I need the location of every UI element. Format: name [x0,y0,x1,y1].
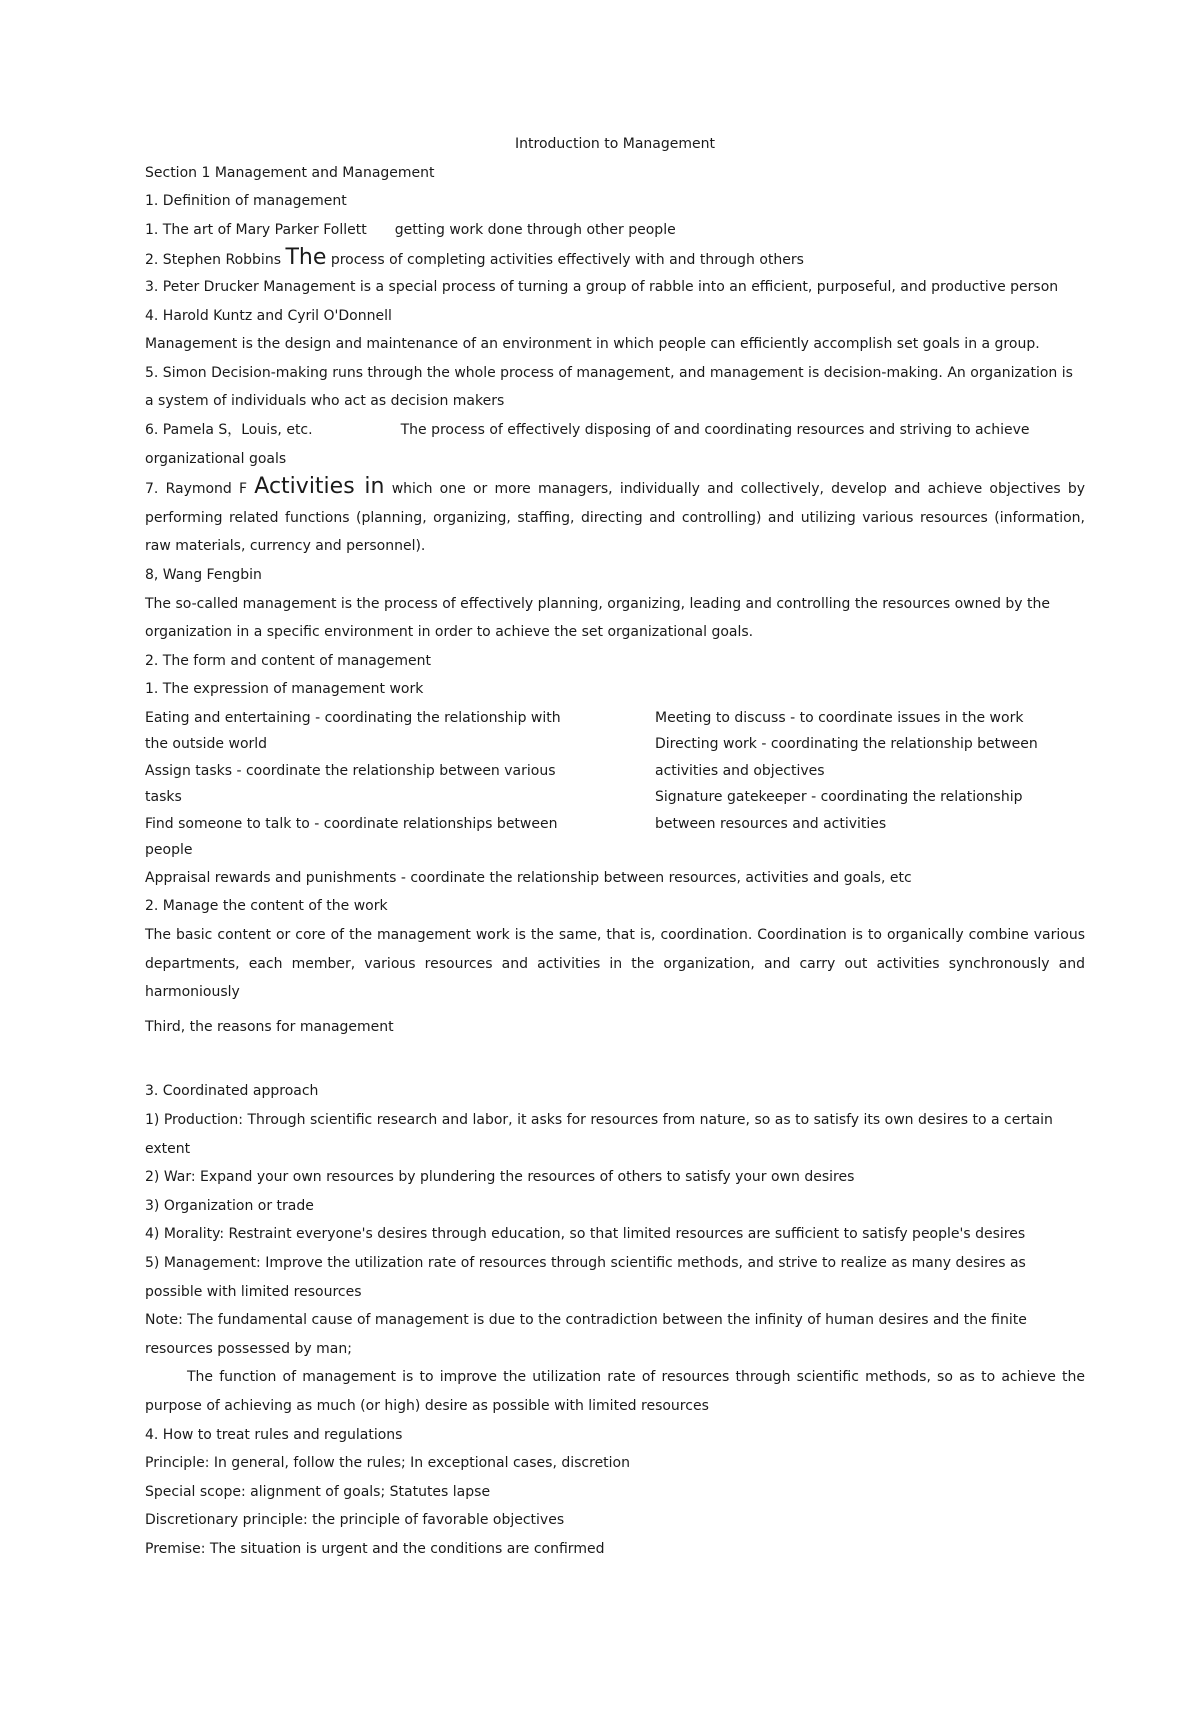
list-item: Assign tasks - coordinate the relationship between various tasks [145,762,556,806]
expression-columns [145,705,1085,864]
approach-item: 5) Management: Improve the utilization rate of resources through scientific methods, and strive to realize as many desires as possible with limited resources [145,1255,1026,1300]
section-heading: Section 1 Management and Management [145,164,435,181]
document-body [145,130,1085,1564]
expression-left-column [145,705,575,864]
appraisal-line: Appraisal rewards and punishments - coordinate the relationship between resources, activities and goals, etc [145,869,912,886]
list-item: Signature gatekeeper - coordinating the relationship between resources and activities [655,789,1023,832]
definition-large-word: Activities in [254,474,385,500]
list-item: Meeting to discuss - to coordinate issues in the work [655,709,1024,726]
content-heading: 2. Manage the content of the work [145,898,388,915]
list-item: Directing work - coordinating the relationship between activities and objectives [655,736,1038,779]
definition-follett [145,216,1085,245]
content-paragraph: The basic content or core of the management work is the same, that is, coordination. Coordination is to organically combine various departments, each member, various resources and activities in the organization, and carry out activities synchronously and harmoniously [145,927,1085,1001]
definition-wang-author: 8, Wang Fengbin [145,566,262,583]
note-line: Note: The fundamental cause of management is due to the contradiction between the infinity of human desires and the finite resources possessed by man; [145,1312,1027,1357]
definition-kuntz-text: Management is the design and maintenance of an environment in which people can efficiently accomplish set goals in a group. [145,336,1040,353]
third-heading: Third, the reasons for management [145,1018,394,1035]
list-item: Find someone to talk to - coordinate relationships between people [145,815,558,859]
definition-author: 1. The art of Mary Parker Follett [145,221,367,238]
document-title: Introduction to Management [515,136,715,152]
definition-text: which one or more managers, individually and collectively, develop and achieve objectives by performing related functions (planning, organizing, staffing, directing and controlling) and utilizing various resources (information, raw materials, currency and personnel). [145,481,1086,555]
approach-item: 2) War: Expand your own resources by plundering the resources of others to satisfy your own desires [145,1169,855,1186]
premise-line: Premise: The situation is urgent and the conditions are confirmed [145,1540,605,1557]
definition-drucker: 3. Peter Drucker Management is a special process of turning a group of rabble into an efficient, purposeful, and productive person [145,278,1059,295]
definition-robbins [145,244,1085,273]
definition-author: 2. Stephen Robbins [145,252,281,269]
principle-line: Principle: In general, follow the rules; In exceptional cases, discretion [145,1455,630,1472]
definition-kuntz-author: 4. Harold Kuntz and Cyril O'Donnell [145,307,392,324]
definition-pamela [145,416,1085,473]
coordinated-approach-heading: 3. Coordinated approach [145,1083,319,1100]
definition-wang-text: The so-called management is the process of effectively planning, organizing, leading and controlling the resources owned by the organization in a specific environment in order to achieve the set organizational goals. [145,595,1051,641]
definition-text: The process of effectively disposing of and coordinating resources and striving to achieve organizational goals [145,421,1030,467]
definition-text: getting work done through other people [394,221,676,238]
form-heading: 2. The form and content of management [145,652,431,669]
definition-simon: 5. Simon Decision-making runs through the whole process of management, and management is decision-making. An organization is a system of individuals who act as decision makers [145,364,1073,410]
definition-heading: 1. Definition of management [145,193,347,210]
approach-item: 3) Organization or trade [145,1197,314,1214]
definition-raymond [145,473,1085,561]
discretionary-line: Discretionary principle: the principle of favorable objectives [145,1512,565,1529]
definition-large-word: The [285,245,327,271]
note-function-line: The function of management is to improve the utilization rate of resources through scientific methods, so as to achieve the purpose of achieving as much (or high) desire as possible with limited resources [145,1369,1085,1414]
definition-author: 7. Raymond F [145,481,248,498]
expression-right-column [655,705,1085,864]
approach-item: 1) Production: Through scientific research and labor, it asks for resources from nature, so as to satisfy its own desires to a certain extent [145,1112,1053,1157]
special-scope-line: Special scope: alignment of goals; Statutes lapse [145,1483,491,1500]
expression-heading: 1. The expression of management work [145,681,424,698]
approach-item: 4) Morality: Restraint everyone's desires through education, so that limited resources are sufficient to satisfy people's desires [145,1226,1026,1243]
rules-heading: 4. How to treat rules and regulations [145,1426,403,1443]
definition-author: 6. Pamela S，Louis, etc. [145,421,313,438]
definition-text: process of completing activities effectively with and through others [330,252,804,269]
list-item: Eating and entertaining - coordinating the relationship with the outside world [145,709,561,753]
